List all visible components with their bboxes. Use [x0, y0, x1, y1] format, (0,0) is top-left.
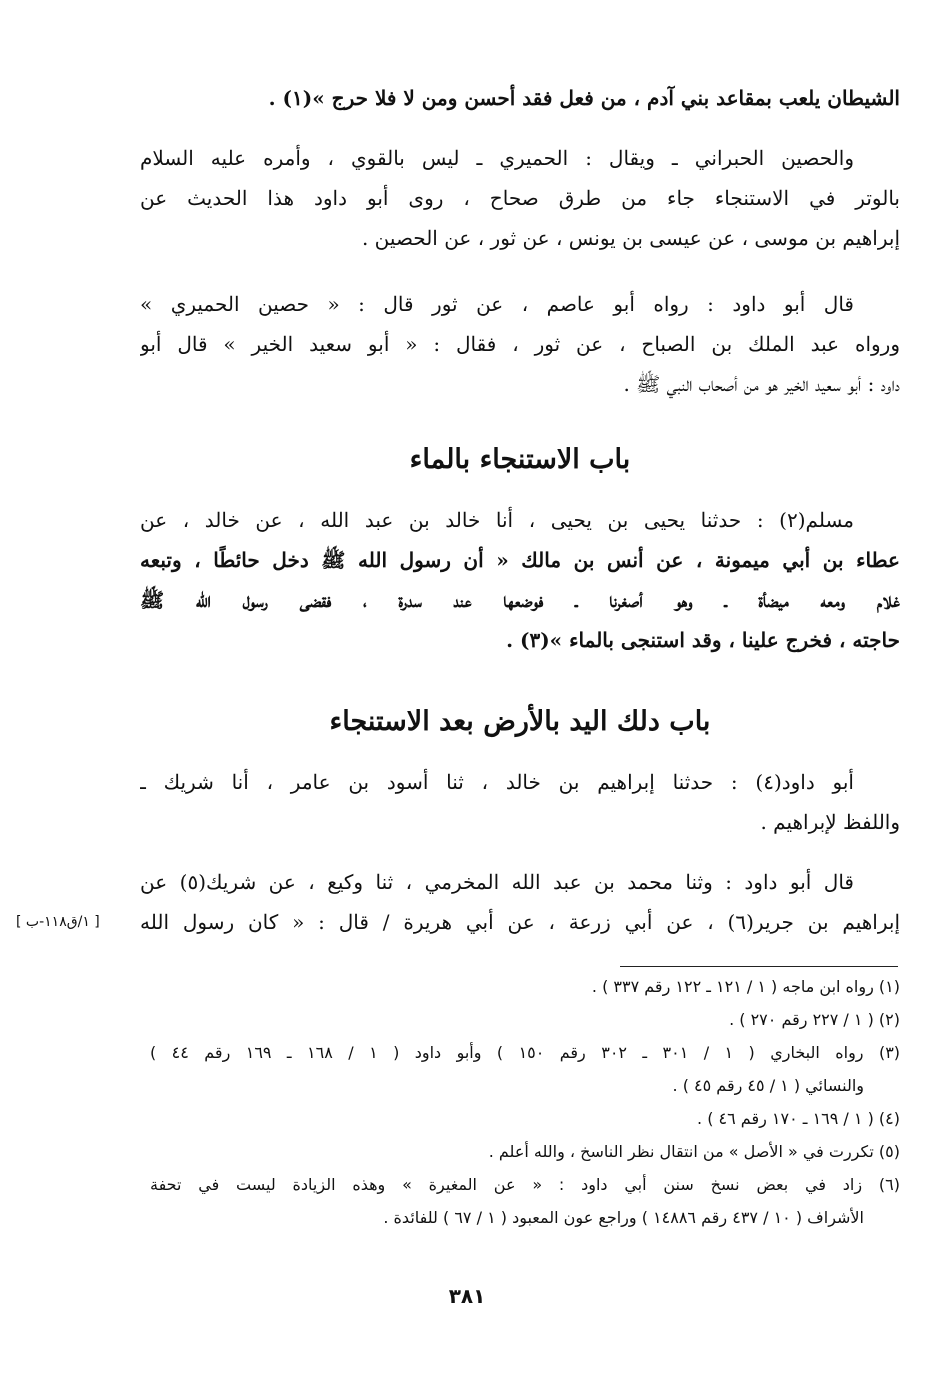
- page-number: ٣٨١: [448, 1284, 486, 1308]
- text-line: واللفظ لإبراهيم .: [760, 810, 900, 834]
- footnote-6: (٦) زاد في بعض نسخ سنن أبي داود : « عن المغيرة » وهذه الزيادة ليست في تحفة: [150, 1175, 900, 1194]
- text-line: مسلم(٢) : حدثنا يحيى بن يحيى ، أنا خالد بن عبد الله ، عن خالد ، عن: [140, 508, 854, 532]
- footnote-5: (٥) تكررت في « الأصل » من انتقال نظر الناسخ ، والله أعلم .: [488, 1142, 900, 1161]
- footnote-3: (٣) رواه البخاري ( ١ / ٣٠١ ـ ٣٠٢ رقم ١٥٠ ) وأبو داود ( ١ / ١٦٨ ـ ١٦٩ رقم ٤٤ ): [150, 1043, 900, 1062]
- text-line: حاجته ، فخرج علينا ، وقد استنجى بالماء »(٣) .: [506, 628, 900, 652]
- heading-text: باب الاستنجاء بالماء: [409, 444, 631, 475]
- text-line: إبراهيم بن موسى ، عن عيسى بن يونس ، عن ثور ، عن الحصين .: [361, 226, 900, 250]
- paragraph-5: [140, 862, 900, 942]
- text-line: قال أبو داود : وثنا محمد بن عبد الله المخرمي ، ثنا وكيع ، عن شريك(٥) عن: [140, 870, 854, 894]
- footnotes: [150, 970, 900, 1234]
- section-heading-2: [140, 702, 900, 752]
- margin-folio-note: [ ١/ق١١٨-ب ]: [16, 914, 100, 930]
- footnote-1: (١) رواه ابن ماجه ( ١ / ١٢١ ـ ١٢٢ رقم ٣٣٧ ) .: [591, 977, 900, 996]
- footnote-divider: [620, 966, 898, 967]
- paragraph-0: [140, 78, 900, 118]
- footnote-4: (٤) ( ١ / ١٦٩ ـ ١٧٠ رقم ٤٦ ) .: [697, 1109, 900, 1128]
- footnote-3-continued: والنسائي ( ١ / ٤٥ رقم ٤٥ ) .: [672, 1076, 864, 1095]
- text-line: إبراهيم بن جرير(٦) ، عن أبي زرعة ، عن أبي هريرة / قال : « كان رسول الله: [140, 910, 900, 934]
- footnote-6-continued: الأشراف ( ١٠ / ٤٣٧ رقم ١٤٨٨٦ ) وراجع عون المعبود ( ١ / ٦٧ ) للفائدة .: [383, 1208, 864, 1227]
- heading-text: باب دلك اليد بالأرض بعد الاستنجاء: [329, 706, 711, 737]
- paragraph-4: [140, 762, 900, 842]
- text-line: غلام ومعه ميضأة ـ وهو أصغرنا ـ فوضعها عند سدرة ، فقضى رسول الله ﷺ: [140, 588, 900, 612]
- text-line: عطاء بن أبي ميمونة ، عن أنس بن مالك « أن رسول الله ﷺ دخل حائطًا ، وتبعه: [140, 548, 900, 572]
- paragraph-2: [140, 284, 900, 404]
- section-heading-1: [140, 440, 900, 490]
- paragraph-3: [140, 500, 900, 660]
- footnote-2: (٢) ( ١ / ٢٢٧ رقم ٢٧٠ ) .: [729, 1010, 900, 1029]
- text-line: ورواه عبد الملك بن الصباح ، عن ثور ، فقال : « أبو سعيد الخير » قال أبو: [140, 332, 900, 356]
- text-line: الشيطان يلعب بمقاعد بني آدم ، من فعل فقد أحسن ومن لا فلا حرج »(١) .: [268, 86, 900, 110]
- text-line: بالوتر في الاستنجاء جاء من طرق صحاح ، روى أبو داود هذا الحديث عن: [140, 186, 900, 210]
- text-line: قال أبو داود : رواه أبو عاصم ، عن ثور قال : « حصين الحميري »: [140, 292, 854, 316]
- text-line: أبو داود(٤) : حدثنا إبراهيم بن خالد ، ثنا أسود بن عامر ، أنا شريك ـ: [140, 770, 854, 794]
- text-line: والحصين الحبراني ـ ويقال : الحميري ـ ليس بالقوي ، وأمره عليه السلام: [140, 146, 854, 170]
- text-line: داود : أبو سعيد الخير هو من أصحاب النبي ﷺ .: [623, 372, 900, 396]
- paragraph-1: [140, 138, 900, 258]
